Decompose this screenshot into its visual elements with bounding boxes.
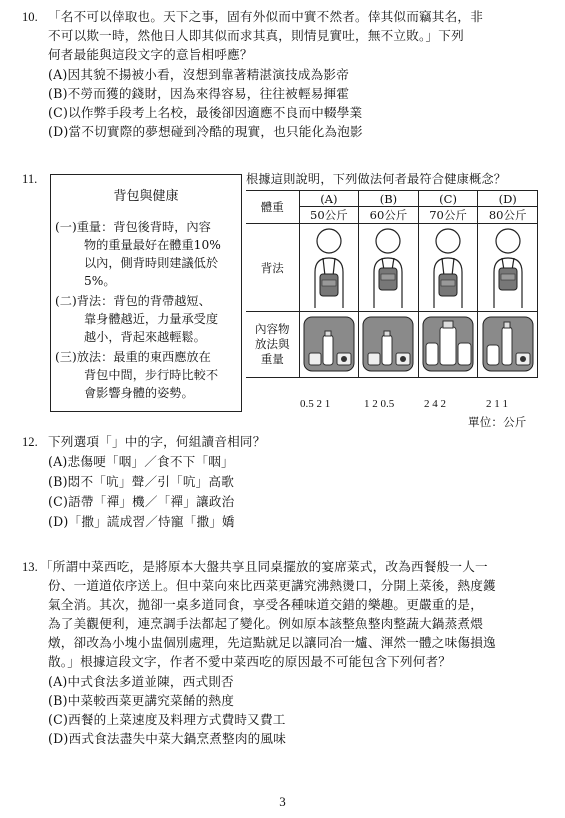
question-number: 12. (22, 435, 38, 449)
info-box-line: 越小，背起來越輕鬆。 (84, 330, 206, 344)
question-stem-line: 「所謂中菜西吃，是將原本大盤共享且同桌擺放的宴席菜式，改為西餐般一人一 (40, 559, 488, 574)
info-box (50, 174, 242, 412)
figure-a (299, 224, 359, 312)
packing-label-line: 放法與 (255, 337, 290, 351)
person-backpack-icon (360, 224, 416, 308)
option-d-weight: 80公斤 (478, 207, 538, 224)
option-c: (C)西餐的上菜速度及料理方式費時又費工 (48, 712, 286, 727)
info-box-line: 靠身體越近，力量承受度 (84, 312, 219, 326)
option-b: (B)中菜較西菜更講究菜餚的熱度 (48, 693, 234, 708)
option-d: (D)「撒」謊成習／恃寵「撒」嬌 (48, 514, 235, 529)
option-d: (D)當不切實際的夢想碰到冷酷的現實，也只能化為泡影 (48, 124, 363, 139)
option-b: (B)不勞而獲的錢財，因為來得容易，往往被輕易揮霍 (48, 86, 350, 101)
backpack-contents-icon (360, 313, 416, 373)
question-stem-line: 下列選項「」中的字，何組讀音相同？ (48, 434, 266, 449)
option-d: (D)西式食法盡失中菜大鍋烹煮整肉的風味 (48, 731, 287, 746)
question-stem-line: 燉，卻改為小塊小盅個別處理，先這點就足以讓同冶一爐、渾然一體之味傷損逸 (48, 635, 496, 650)
question-number: 13. (22, 560, 38, 574)
info-box-line: 以內，側背時則建議低於 (84, 256, 219, 270)
carry-label: 背法 (246, 224, 299, 312)
packing-label-line: 內容物 (255, 322, 290, 336)
person-backpack-icon (420, 224, 476, 308)
question-stem-line: 為了美觀便利，連烹調手法都起了變化。例如原本該整魚整肉整蔬大鍋蒸煮煨 (48, 616, 483, 631)
weight-header: 體重 (246, 191, 299, 224)
option-a: (A)悲傷哽「咽」／食不下「咽」 (48, 454, 234, 469)
option-c: (C)以作弊手段考上名校，最後卻因適應不良而中輟學業 (48, 105, 363, 120)
option-b-weight: 60公斤 (359, 207, 419, 224)
question-number: 11. (22, 172, 38, 186)
option-a-header: (A) (299, 191, 359, 207)
figure-b (359, 224, 419, 312)
info-box-line: 背包中間，步行時比較不 (84, 368, 219, 382)
question-stem-line: 氣全消。其次，拋卻一桌多道同食，享受各種味道交錯的樂趣。更嚴重的是， (48, 597, 483, 612)
option-a-values: 0.5 2 1 (300, 398, 331, 410)
table-prompt: 根據這則說明，下列做法何者最符合健康概念？ (246, 172, 507, 186)
backpack-contents-icon (420, 313, 476, 373)
question-number: 10. (22, 10, 38, 24)
pack-d (478, 312, 538, 378)
option-d-values: 2 1 1 (486, 398, 508, 410)
info-box-line: 會影響身體的姿勢。 (84, 386, 194, 400)
person-backpack-icon (301, 224, 357, 308)
option-d-header: (D) (478, 191, 538, 207)
backpack-contents-icon (480, 313, 536, 373)
question-stem-line: 份、一道道依序送上。但中菜向來比西菜更講究沸熱燙口，分開上菜後，熱度鑊 (48, 578, 496, 593)
option-a: (A)中式食法多道並陳，西式則否 (48, 674, 234, 689)
packing-label-line: 重量 (260, 352, 284, 366)
question-stem-line: 何者最能與這段文字的意旨相呼應？ (48, 47, 253, 62)
info-box-line: (一)重量：背包後背時，內容 (55, 220, 211, 234)
option-b-header: (B) (359, 191, 419, 207)
info-box-line: (三)放法：最重的東西應放在 (55, 350, 211, 364)
figure-d (478, 224, 538, 312)
question-stem-line: 「名不可以倖取也。天下之事，固有外似而中實不然者。倖其似而竊其名，非 (48, 9, 483, 24)
option-a-weight: 50公斤 (299, 207, 359, 224)
question-stem-line: 散。」根據這段文字，作者不愛中菜西吃的原因最不可能包含下列何者？ (48, 654, 452, 669)
option-a: (A)因其貌不揚被小看，沒想到靠著精湛演技成為影帝 (48, 67, 349, 82)
info-box-line: (二)背法：背包的背帶越短、 (55, 294, 211, 308)
unit-label: 單位：公斤 (468, 415, 527, 429)
info-box-title: 背包與健康 (113, 189, 179, 204)
question-stem-line: 不可以欺一時，然他日人即其似而求其真，則情見實吐，無不立敗。」下列 (48, 28, 464, 43)
info-box-line: 5%。 (84, 274, 116, 288)
health-table (246, 190, 538, 378)
option-c-header: (C) (418, 191, 478, 207)
backpack-contents-icon (301, 313, 357, 373)
option-c: (C)語帶「禪」機／「禪」讓政治 (48, 494, 235, 509)
option-b-values: 1 2 0.5 (364, 398, 395, 410)
pack-a (299, 312, 359, 378)
option-c-weight: 70公斤 (418, 207, 478, 224)
packing-label (246, 312, 299, 378)
option-b: (B)悶不「吭」聲／引「吭」高歌 (48, 474, 234, 489)
pack-b (359, 312, 419, 378)
person-backpack-icon (480, 224, 536, 308)
figure-c (418, 224, 478, 312)
option-c-values: 2 4 2 (424, 398, 446, 410)
pack-c (418, 312, 478, 378)
info-box-line: 物的重量最好在體重10% (84, 238, 221, 252)
page-number: 3 (279, 794, 286, 809)
